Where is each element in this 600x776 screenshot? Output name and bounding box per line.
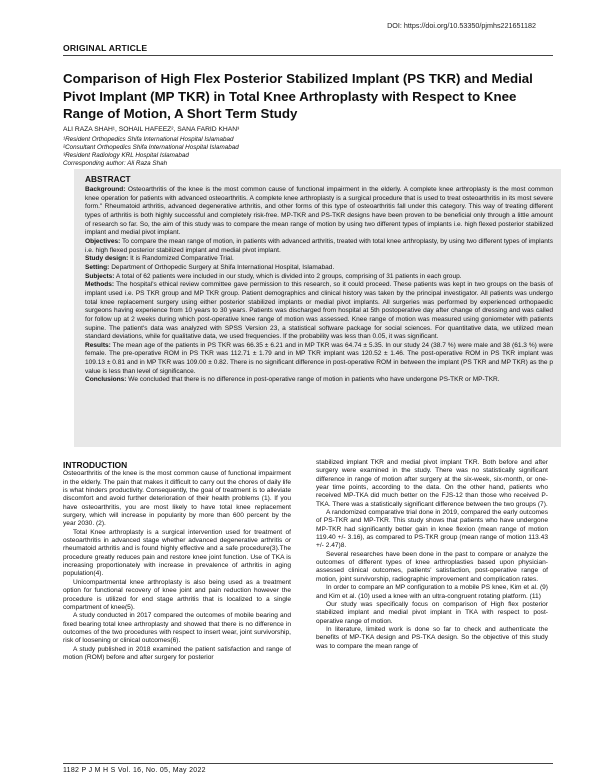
intro-paragraph: In order to compare an MP configuration to a mobile PS knee, Kim et al. (9) and Kim et al. (10) used a knee with an ultra-congruent rotating platform. (11) bbox=[316, 584, 548, 600]
abstract-design: Study design: It is Randomized Comparative Trial. bbox=[85, 255, 234, 263]
intro-paragraph: In literature, limited work is done so far to check and authenticate the benefits of MP-TKA design and PS-TKA design. So the objective of this study was to compare the mean range of bbox=[316, 625, 548, 650]
affiliation-1: ¹Resident Orthopedics Shifa International Hospital Islamabad bbox=[63, 136, 234, 143]
doi-text[interactable]: DOI: https://doi.org/10.53350/pjmhs221651182 bbox=[387, 21, 536, 30]
intro-paragraph: Unicompartmental knee arthroplasty is also being used as a treatment option for functional recovery of knee joint and pain reduction however the procedure is utilized for end stage arthritis that is localized to a single compartment of knee(5). bbox=[63, 578, 291, 611]
intro-left-column bbox=[63, 461, 291, 662]
abstract-background: Background: Osteoarthritis of the knee is the most common cause of functional impairment in the elderly. A complete knee arthroplasty is the most common knee operation for patients with advanced osteoarthritis. A complete knee arthroplasty is a surgical procedure that is used to treat osteoarthritis in its most severe form." Rheumatoid arthritis, advanced degenerative arthritis, and other forms of this type of osteoarthritis fall under this category. This way of treating different types of arthritis is both highly successful and completely risk-free. MP-TKR and PS-TKR designs have been proven to be beneficial only through a little amount of research so far. So, the aim of this study was to compare the mean range of motion by using two different types of implants i.e. high flexed posterior stabilized implant and medial pivot implant. bbox=[85, 186, 553, 237]
intro-paragraph: Osteoarthritis of the knee is the most common cause of functional impairment in the elderly. The pain that makes it difficult to carry out the chores of daily life is what hinders productivity. Consequently, the goal of treatment is to alleviate discomfort and avoid further deterioration of their health problems (1). If you have osteoarthritis, you are most likely to have total knee replacement surgery, which will increase in popularity by more than 600 percent by the year 2030. (2). bbox=[63, 470, 291, 528]
intro-paragraph: Several researches have been done in the past to compare or analyze the outcomes of different types of knee arthroplasties based upon physician-assessed clinical outcomes, patients' satisfaction, post-operative range of motion, joint survivorship, radiographic improvement and complication rates. bbox=[316, 550, 548, 583]
intro-paragraph: A study conducted in 2017 compared the outcomes of mobile bearing and fixed bearing total knee arthroplasty and showed that there is no difference in outcomes of the two procedures with respect to insert wear, joint survivorship, risk of loosening or clinical outcomes(6). bbox=[63, 612, 291, 645]
footer-rule bbox=[63, 763, 553, 764]
intro-heading: INTRODUCTION bbox=[63, 460, 128, 470]
abstract-heading: ABSTRACT bbox=[85, 174, 131, 184]
abstract-body bbox=[85, 186, 553, 385]
corresponding-author: Corresponding author: Ali Raza Shah bbox=[63, 160, 168, 168]
intro-right-column bbox=[316, 459, 548, 651]
page-footer: 1182 P J M H S Vol. 16, No. 05, May 2022 bbox=[63, 767, 206, 774]
article-title: Comparison of High Flex Posterior Stabilized Implant (PS TKR) and Medial Pivot Implant (MP TKR) in Total Knee Arthroplasty with Respect to Knee Range of Motion, A Short Term Study bbox=[63, 71, 533, 121]
intro-paragraph: A randomized comparative trial done in 2019, compared the early outcomes of PS-TKR and MP-TKR. This study shows that patients who have undergone MP-TKR had significantly better gain in knee flexion (mean range of motion 119.40 +/- 3.16), as compared to PS-TKR group (mean range of motion 113.43 +/- 2.47)8. bbox=[316, 509, 548, 550]
affiliation-3: ³Resident Radiology KRL Hospital Islamabad bbox=[63, 152, 189, 160]
intro-paragraph: Our study was specifically focus on comparison of High flex posterior stabilized implant and medial pivot implant in TKA with respect to post-operative range of motion. bbox=[316, 600, 548, 625]
intro-paragraph: A study published in 2018 examined the patient satisfaction and range of motion (ROM) before and after surgery for posterior bbox=[63, 645, 291, 661]
affiliations bbox=[63, 136, 239, 168]
affiliation-2: ²Consultant Orthopedics Shifa International Hospital Islamabad bbox=[63, 144, 239, 152]
intro-paragraph: stabilized implant TKR and medial pivot implant TKR. Both before and after surgery were examined in the study. There was no statistically significant difference in range of motion after surgery at the six-week, six-month, or one-year time points, according to the data. On the other hand, patients who received MP-TKA did much better on the FJS-12 than those who received P-TKA. There was a statistically significant difference between the two groups (7). bbox=[316, 459, 548, 508]
author-list: ALI RAZA SHAH¹, SOHAIL HAFEEZ², SANA FARID KHAN³ bbox=[63, 126, 240, 133]
intro-paragraph: Total Knee arthroplasty is a surgical intervention used for treatment of osteoarthritis in advanced stage whether advanced degenerative arthritis or rheumatoid arthritis and is found highly effective and a safe procedure(3).The procedure greatly reduces pain and restore knee joint function. Use of TKA is increasing proportionately with increase in prevalence of arthritis in aging population(4). bbox=[63, 528, 291, 578]
abstract-objectives: Objectives: To compare the mean range of motion, in patients with advanced arthritis, treated with total knee arthroplasty, by using two different types of implants i.e. high flexed posterior stabilized implant and medial pivot implant. bbox=[85, 237, 553, 254]
header-rule bbox=[63, 55, 553, 56]
abstract-subjects: Subjects: A total of 62 patients were included in our study, which is divided into 2 groups, comprising of 31 patients in each group. bbox=[85, 272, 462, 280]
abstract-setting: Setting: Department of Orthopedic Surgery at Shifa International Hospital, Islamabad. bbox=[85, 263, 335, 271]
abstract-results: Results: The mean age of the patients in PS TKR was 66.35 ± 6.21 and in MP TKR was 64.74 ± 5.35. In our study 24 (38.7 %) were male and 38 (61.3 %) were female. The pre-operative ROM in PS TKR was 112.71 ± 1.79 and in MP TKR implant was 120.52 ± 1.46. The post-operative ROM in PS TKR implant was 109.13 ± 0.81 and in MP TKR was 109.00 ± 0.82. There is no significant difference in post-operative ROM in between the implant (PS TKR and MP TKR) as the p value is less than level of significance. bbox=[85, 341, 553, 375]
section-label: ORIGINAL ARTICLE bbox=[63, 43, 148, 53]
abstract-conclusions: Conclusions: We concluded that there is no difference in post-operative range of motion in patients who have undergone PS-TKR or MP-TKR. bbox=[85, 376, 500, 384]
abstract-methods: Methods: The hospital's ethical review committee gave permission to this research, so it could proceed. These patients was kept in two groups on the basis of implant used i.e. PS TKR group and MP TKR group. Patient demographics and clinical history was taken by the principal investigator. All patients was undergo total knee replacement surgery using either posterior stabilized implants or medial pivot implants. All surgeries was performed by experienced orthopaedic surgeons having experience from 10 years to 30 years. Patients was discharged from hospital at 5th postoperative day after change of dressing and was called for follow up at 2 weeks during which post-operative knee range of motion was assessed. Knee range of motion was measured using goniometer with patients supine. The patient's data was analyzed with SPSS Version 23, a statistical software package for social sciences. For quantitative data, we utilized mean standard deviations, while for qualitative data, we used frequencies. If the probability was less than 0.05, it was significant. bbox=[85, 281, 553, 341]
